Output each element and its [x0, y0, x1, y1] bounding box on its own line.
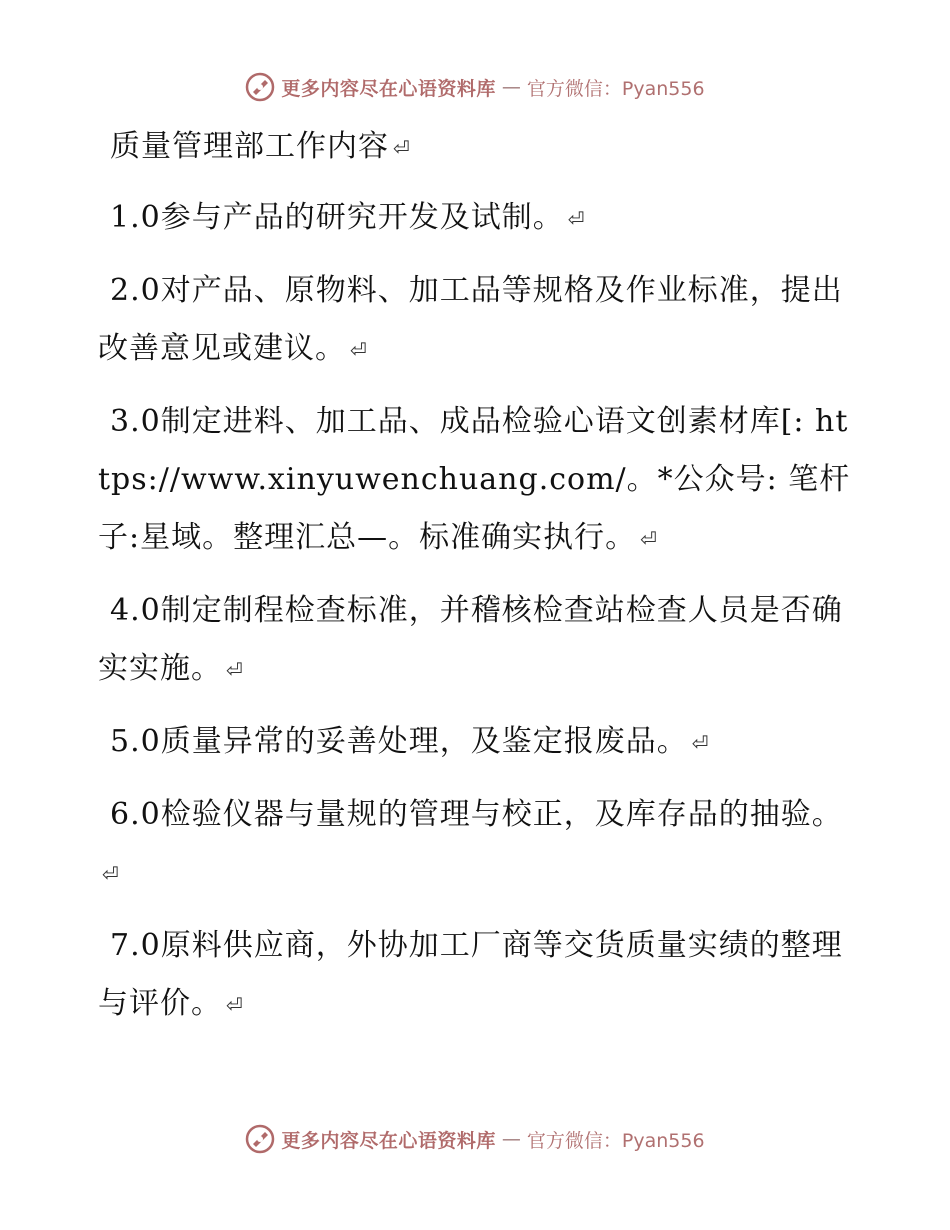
- item-text: 5.0质量异常的妥善处理，及鉴定报废品。: [110, 724, 688, 759]
- paragraph-mark-icon: ⏎: [393, 136, 411, 160]
- list-item: [98, 189, 858, 248]
- list-item: [98, 786, 858, 903]
- paragraph-mark-icon: ⏎: [226, 993, 244, 1017]
- list-item: [98, 262, 858, 379]
- item-text: 7.0原料供应商，外协加工厂商等交货质量实绩的整理与评价。: [98, 928, 843, 1021]
- watermark-text-cn: 更多内容尽在心语资料库: [281, 1129, 496, 1152]
- header-watermark: [0, 72, 950, 102]
- watermark-separator: —: [501, 76, 521, 98]
- watermark-logo-icon: [245, 1124, 275, 1154]
- title-text: 质量管理部工作内容: [110, 129, 389, 164]
- paragraph-mark-icon: ⏎: [567, 207, 586, 231]
- paragraph-mark-icon: ⏎: [691, 731, 710, 755]
- watermark-text-cn: 更多内容尽在心语资料库: [281, 77, 496, 100]
- item-text: 2.0对产品、原物料、加工品等规格及作业标准，提出改善意见或建议。: [98, 273, 843, 366]
- list-item: [98, 917, 858, 1034]
- list-item: [98, 393, 858, 568]
- list-item: [98, 582, 858, 699]
- watermark-text-en: 官方微信：Pyan556: [526, 1129, 705, 1152]
- paragraph-mark-icon: ⏎: [640, 527, 658, 551]
- watermark-logo-icon: [245, 72, 275, 102]
- paragraph-mark-icon: ⏎: [102, 862, 120, 886]
- document-body: [98, 118, 858, 1048]
- item-text: 4.0制定制程检查标准，并稽核检查站检查人员是否确实实施。: [98, 593, 843, 686]
- watermark-text-en: 官方微信：Pyan556: [526, 77, 705, 100]
- watermark-separator: —: [501, 1128, 521, 1150]
- list-item: [98, 713, 858, 772]
- paragraph-mark-icon: ⏎: [350, 338, 368, 362]
- item-text: 3.0制定进料、加工品、成品检验心语文创素材库[: https://www.xinyuwenchuang.com/。*公众号: 笔杆子:星域。整理汇总—。标准确实执行。: [98, 404, 851, 555]
- item-text: 1.0参与产品的研究开发及试制。: [110, 200, 564, 235]
- paragraph-mark-icon: ⏎: [226, 658, 244, 682]
- footer-watermark: [0, 1124, 950, 1154]
- item-text: 6.0检验仪器与量规的管理与校正，及库存品的抽验。: [110, 797, 843, 832]
- document-title: [98, 118, 858, 177]
